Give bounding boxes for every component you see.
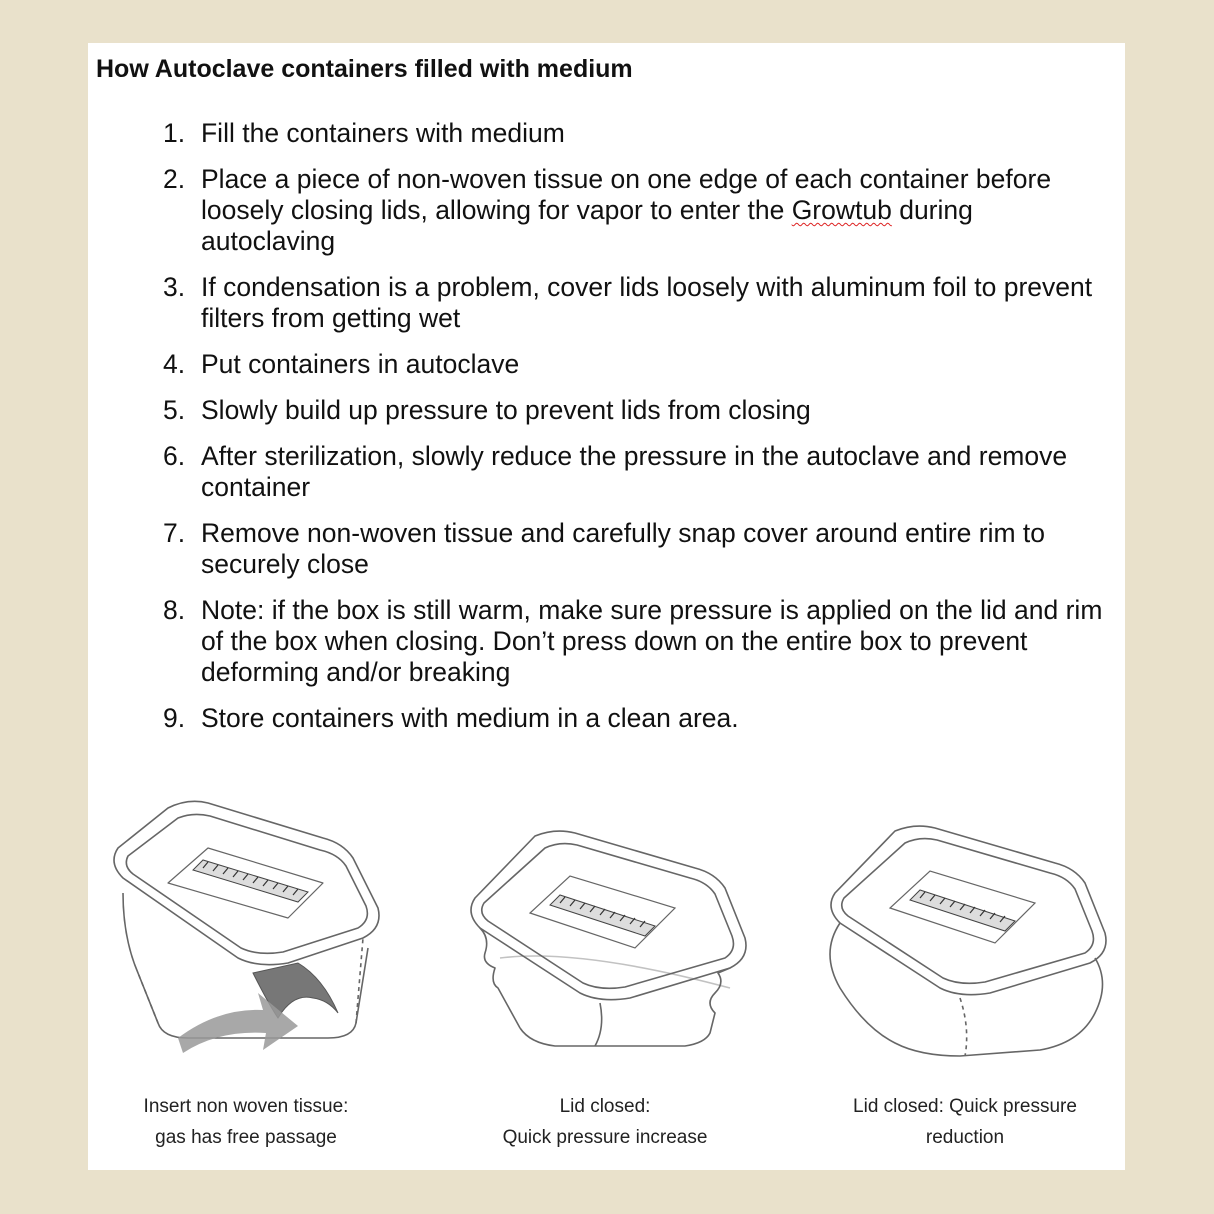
illustration-caption: [805, 1091, 1125, 1153]
spellcheck-flagged-word: Growtub: [791, 195, 892, 225]
step-number: 9.: [163, 703, 186, 733]
container-closed-increase-illustration: [460, 788, 760, 1088]
step-text-part: Place a piece of non-woven tissue on one edge of each container before loosely closing lids, allowing for vapor to enter the: [201, 164, 1052, 225]
illustration-caption: [86, 1091, 406, 1153]
list-item: [163, 272, 1113, 334]
list-item: [163, 518, 1113, 580]
step-text: Note: if the box is still warm, make sure pressure is applied on the lid and rim of the box when closing. Don’t press down on the entire box to prevent deforming and/or breaking: [201, 595, 1103, 687]
caption-line: Quick pressure increase: [502, 1127, 708, 1148]
step-text: If condensation is a problem, cover lids loosely with aluminum foil to prevent filters from getting wet: [201, 272, 1093, 333]
document-page: [88, 43, 1125, 1170]
step-number: 1.: [163, 118, 186, 148]
step-text: Store containers with medium in a clean area.: [201, 703, 739, 733]
step-number: 4.: [163, 349, 186, 379]
step-number: 3.: [163, 272, 186, 302]
list-item: [163, 349, 1113, 380]
list-item: [163, 395, 1113, 426]
step-number: 5.: [163, 395, 186, 425]
step-number: 2.: [163, 164, 186, 194]
step-text: Put containers in autoclave: [201, 349, 520, 379]
caption-line: reduction: [925, 1127, 1005, 1148]
container-closed-reduction-illustration: [820, 788, 1120, 1088]
step-text: [201, 164, 1113, 257]
step-number: 7.: [163, 518, 186, 548]
list-item: [163, 164, 1113, 257]
steps-list: [163, 118, 1113, 749]
step-text-part: during autoclaving: [201, 195, 973, 256]
page-title: How Autoclave containers filled with medium: [96, 55, 633, 83]
list-item: [163, 118, 1113, 149]
step-number: 6.: [163, 441, 186, 471]
list-item: [163, 703, 1113, 734]
illustration-caption: [445, 1091, 765, 1153]
list-item: [163, 595, 1113, 688]
step-text: After sterilization, slowly reduce the pressure in the autoclave and remove container: [201, 441, 1068, 502]
step-text: Remove non-woven tissue and carefully snap cover around entire rim to securely close: [201, 518, 1046, 579]
step-text: Fill the containers with medium: [201, 118, 565, 148]
caption-line: Lid closed:: [559, 1096, 651, 1117]
caption-line: Lid closed: Quick pressure: [853, 1096, 1077, 1117]
caption-line: gas has free passage: [155, 1127, 337, 1148]
container-open-lid-illustration: [98, 788, 398, 1088]
step-number: 8.: [163, 595, 186, 625]
caption-line: Insert non woven tissue:: [143, 1096, 349, 1117]
list-item: [163, 441, 1113, 503]
step-text: Slowly build up pressure to prevent lids from closing: [201, 395, 811, 425]
